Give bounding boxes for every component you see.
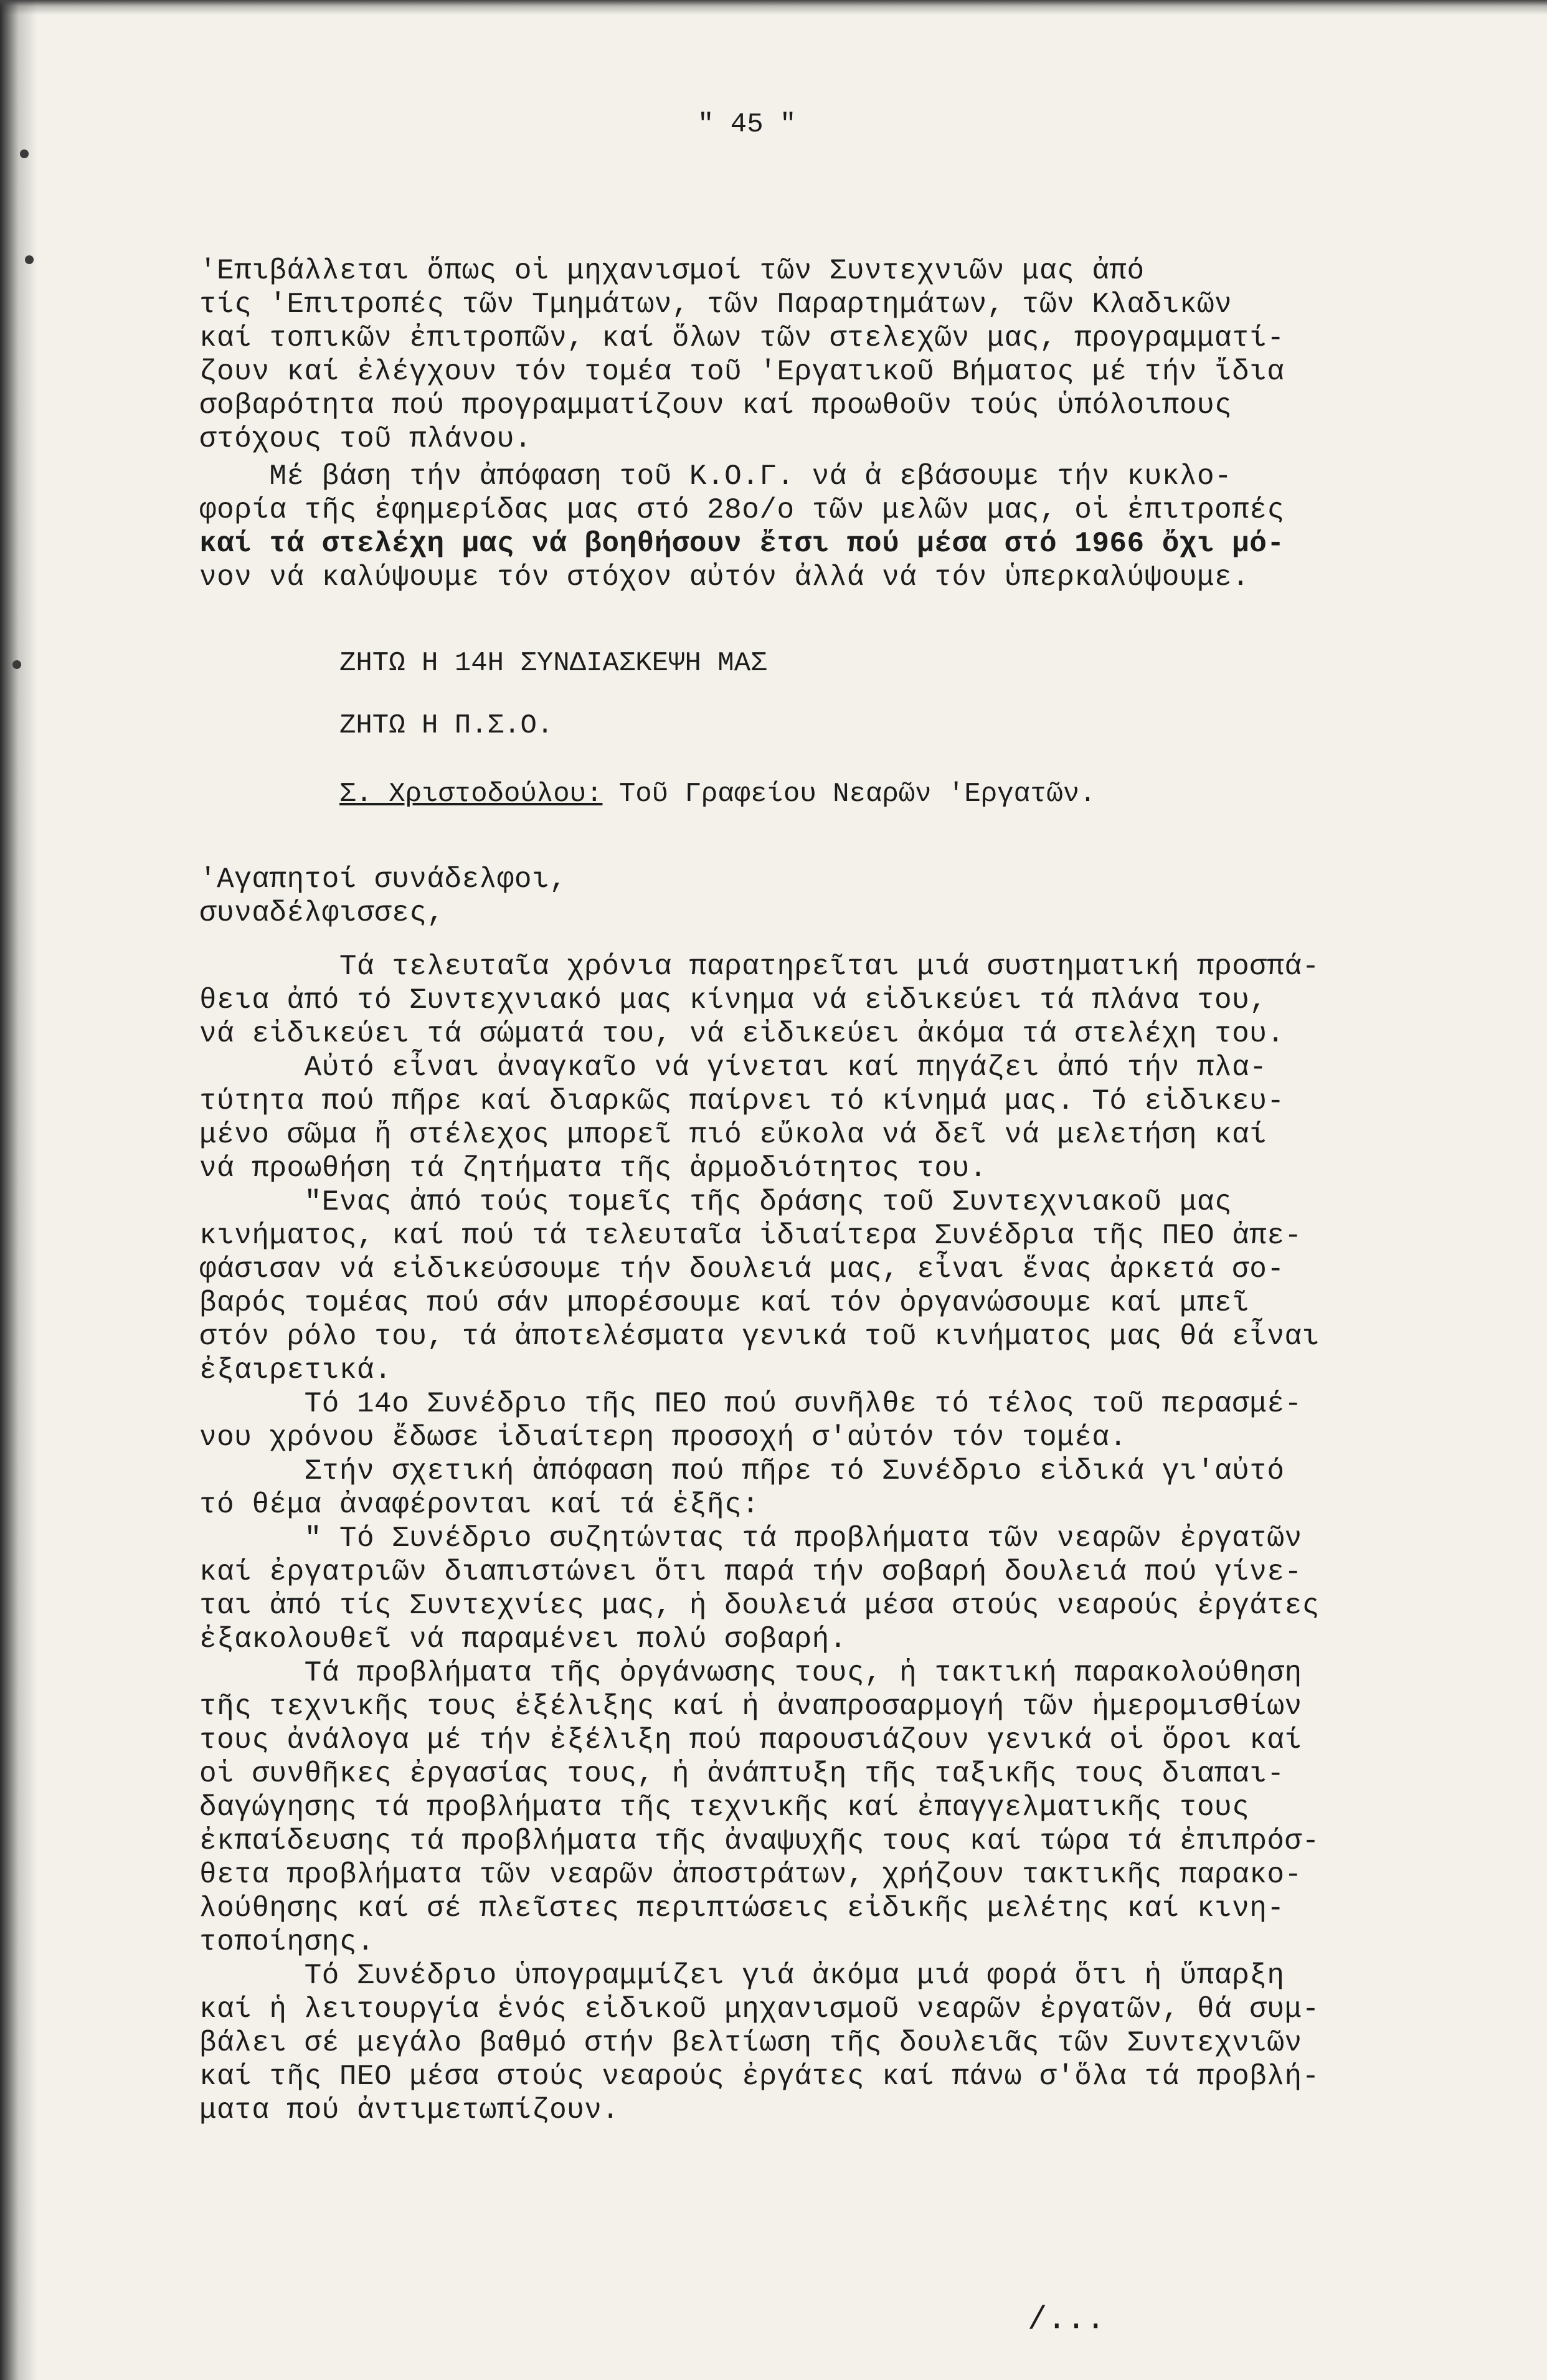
text-line: Στήν σχετική ἀπόφαση πού πῆρε τό Συνέδριο εἰδικά γι'αὐτό: [199, 1455, 1285, 1487]
text-line: ζουν καί ἐλέγχουν τόν τομέα τοῦ 'Εργατικοῦ Βήματος μέ τήν ἴδια: [199, 356, 1285, 388]
text-line: καί τοπικῶν ἐπιτροπῶν, καί ὅλων τῶν στελεχῶν μας, προγραμματί-: [199, 322, 1285, 354]
text-line: βάλει σέ μεγάλο βαθμό στήν βελτίωση τῆς δουλειᾶς τῶν Συντεχνιῶν: [199, 2027, 1302, 2059]
speaker-affiliation: Τοῦ Γραφείου Νεαρῶν 'Εργατῶν.: [602, 779, 1096, 810]
slogan-conference: ΖΗΤΩ Η 14Η ΣΥΝΔΙΑΣΚΕΨΗ ΜΑΣ: [339, 648, 767, 679]
page-number: " 45 ": [698, 109, 797, 140]
punch-hole-mark: [25, 255, 34, 264]
speaker-line: [339, 779, 1096, 810]
text-line: καί ἐργατριῶν διαπιστώνει ὅτι παρά τήν σοβαρή δουλειά πού γίνε-: [199, 1556, 1302, 1588]
text-line: νον νά καλύψουμε τόν στόχον αὐτόν ἀλλά νά τόν ὑπερκαλύψουμε.: [199, 561, 1250, 594]
text-line: τους ἀνάλογα μέ τήν ἐξέλιξη πού παρουσιάζουν γενικά οἱ ὅροι καί: [199, 1724, 1302, 1757]
text-line: Τά τελευταῖα χρόνια παρατηρεῖται μιά συστηματική προσπά-: [199, 951, 1320, 983]
text-line: καί τῆς ΠΕΟ μέσα στούς νεαρούς ἐργάτες καί πάνω σ'ὅλα τά προβλή-: [199, 2060, 1320, 2093]
text-line: Τό Συνέδριο ὑπογραμμίζει γιά ἀκόμα μιά φορά ὅτι ἡ ὕπαρξη: [199, 1960, 1285, 1992]
punch-hole-mark: [20, 149, 29, 158]
text-line: συναδέλφισσες,: [199, 897, 445, 929]
text-line: τῆς τεχνικῆς τους ἐξέλιξης καί ἡ ἀναπροσαρμογή τῶν ἡμερομισθίων: [199, 1690, 1302, 1723]
text-line: ται ἀπό τίς Συντεχνίες μας, ἡ δουλειά μέσα στούς νεαρούς ἐργάτες: [199, 1590, 1320, 1622]
scan-top-shadow: [0, 0, 1547, 15]
greeting: [199, 863, 1420, 930]
text-line: Τά προβλήματα τῆς ὀργάνωσης τους, ἡ τακτική παρακολούθηση: [199, 1657, 1302, 1689]
punch-hole-mark: [12, 660, 21, 669]
text-line: ἐκπαίδευσης τά προβλήματα τῆς ἀναψυχῆς τους καί τώρα τά ἐπιπρόσ-: [199, 1825, 1320, 1857]
text-line: στόν ρόλο του, τά ἀποτελέσματα γενικά τοῦ κινήματος μας θά εἶναι: [199, 1320, 1320, 1353]
text-line: νου χρόνου ἔδωσε ἰδιαίτερη προσοχή σ'αὐτόν τόν τομέα.: [199, 1421, 1127, 1454]
text-line: νά εἰδικεύει τά σώματά του, νά εἰδικεύει ἀκόμα τά στελέχη του.: [199, 1018, 1285, 1050]
text-line: τό θέμα ἀναφέρονται καί τά ἑξῆς:: [199, 1489, 760, 1521]
text-line: Μέ βάση τήν ἀπόφαση τοῦ Κ.Ο.Γ. νά ἀ εβάσουμε τήν κυκλο-: [199, 460, 1232, 493]
continuation-mark: /...: [1028, 2302, 1105, 2338]
text-line: 'Επιβάλλεται ὅπως οἱ μηχανισμοί τῶν Συντεχνιῶν μας ἀπό: [199, 255, 1145, 287]
text-line: Τό 14ο Συνέδριο τῆς ΠΕΟ πού συνῆλθε τό τέλος τοῦ περασμέ-: [199, 1388, 1302, 1420]
text-line: βαρός τομέας πού σάν μπορέσουμε καί τόν ὀργανώσουμε καί μπεῖ: [199, 1287, 1250, 1319]
text-line: φορία τῆς ἐφημερίδας μας στό 28ο/ο τῶν μελῶν μας, οἱ ἐπιτροπές: [199, 494, 1285, 526]
text-line: δαγώγησης τά προβλήματα τῆς τεχνικῆς καί ἐπαγγελματικῆς τους: [199, 1791, 1250, 1824]
text-line: τοποίησης.: [199, 1926, 375, 1958]
text-line: ἐξακολουθεῖ νά παραμένει πολύ σοβαρή.: [199, 1623, 847, 1656]
text-line: σοβαρότητα πού προγραμματίζουν καί προωθοῦν τούς ὑπόλοιπους: [199, 389, 1232, 422]
paragraph-1: [199, 254, 1420, 456]
text-line: μένο σῶμα ἤ στέλεχος μπορεῖ πιό εὔκολα νά δεῖ νά μελετήση καί: [199, 1119, 1267, 1151]
text-line: " Τό Συνέδριο συζητώντας τά προβλήματα τῶν νεαρῶν ἐργατῶν: [199, 1522, 1302, 1555]
speech-body: [199, 950, 1420, 2127]
text-line: τύτητα πού πῆρε καί διαρκῶς παίρνει τό κίνημά μας. Τό εἰδικευ-: [199, 1085, 1285, 1117]
scan-edge-shadow: [0, 0, 37, 2380]
text-line-bold: καί τά στελέχη μας νά βοηθήσουν ἔτσι πού μέσα στό 1966 ὄχι μό-: [199, 528, 1285, 560]
text-line: Αὐτό εἶναι ἀναγκαῖο νά γίνεται καί πηγάζει ἀπό τήν πλα-: [199, 1051, 1267, 1084]
text-line: φάσισαν νά εἰδικεύσουμε τήν δουλειά μας, εἶναι ἕνας ἀρκετά σο-: [199, 1253, 1285, 1286]
text-line: "Ενας ἀπό τούς τομεῖς τῆς δράσης τοῦ Συντεχνιακοῦ μας: [199, 1186, 1232, 1218]
text-line: ἐξαιρετικά.: [199, 1354, 392, 1387]
text-line: θεια ἀπό τό Συντεχνιακό μας κίνημα νά εἰδικεύει τά πλάνα του,: [199, 984, 1267, 1017]
paragraph-2: [199, 460, 1420, 594]
text-line: τίς 'Επιτροπές τῶν Τμημάτων, τῶν Παραρτημάτων, τῶν Κλαδικῶν: [199, 288, 1232, 321]
speaker-name: Σ. Χριστοδούλου:: [339, 779, 603, 810]
text-line: λούθησης καί σέ πλεῖστες περιπτώσεις εἰδικῆς μελέτης καί κινη-: [199, 1892, 1285, 1925]
text-line: οἱ συνθῆκες ἐργασίας τους, ἡ ἀνάπτυξη τῆς ταξικῆς τους διαπαι-: [199, 1758, 1285, 1790]
text-line: ματα πού ἀντιμετωπίζουν.: [199, 2094, 620, 2126]
slogan-federation: ΖΗΤΩ Η Π.Σ.Ο.: [339, 710, 554, 741]
text-line: καί ἡ λειτουργία ἑνός εἰδικοῦ μηχανισμοῦ νεαρῶν ἐργατῶν, θά συμ-: [199, 1993, 1320, 2026]
text-line: θετα προβλήματα τῶν νεαρῶν ἀποστράτων, χρήζουν τακτικῆς παρακο-: [199, 1859, 1302, 1891]
text-line: στόχους τοῦ πλάνου.: [199, 423, 532, 455]
text-line: νά προωθήση τά ζητήματα τῆς ἁρμοδιότητος του.: [199, 1152, 987, 1185]
text-line: 'Αγαπητοί συνάδελφοι,: [199, 863, 567, 896]
text-line: κινήματος, καί πού τά τελευταῖα ἰδιαίτερα Συνέδρια τῆς ΠΕΟ ἀπε-: [199, 1220, 1302, 1252]
